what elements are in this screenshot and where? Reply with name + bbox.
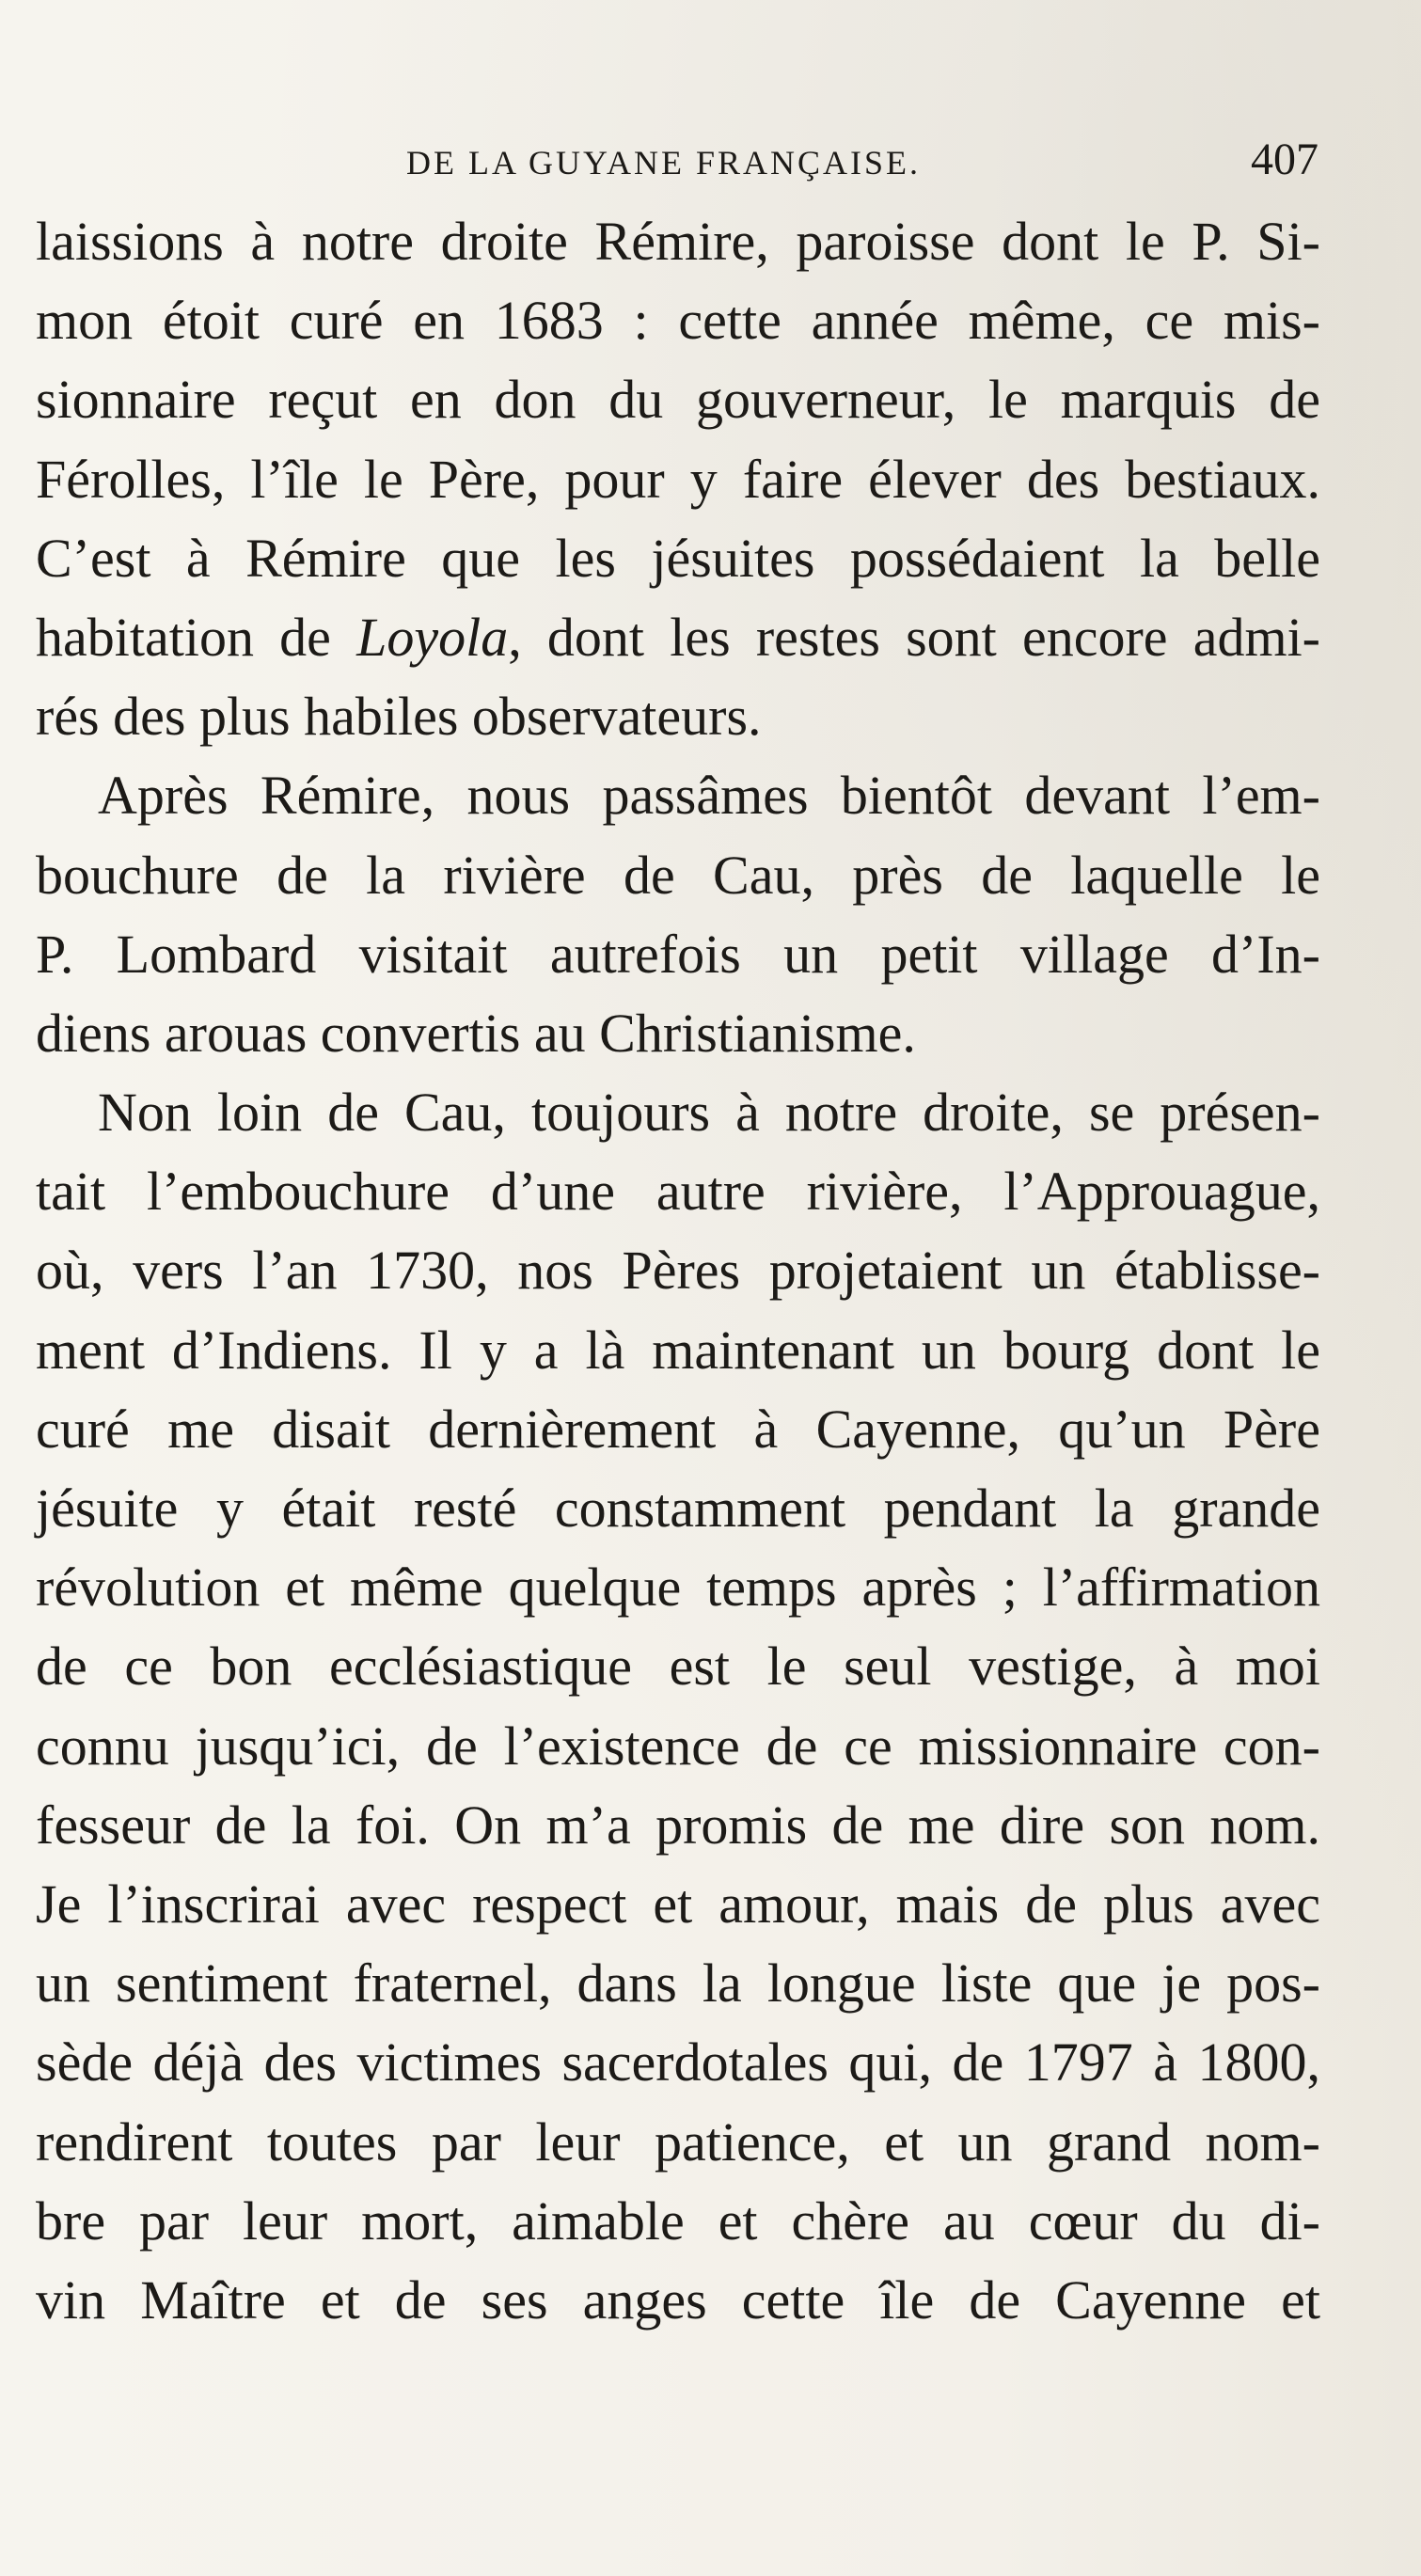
paragraph	[36, 756, 1320, 1073]
text-line: de ce bon ecclésiastique est le seul vestige, à moi	[36, 1636, 1320, 1698]
text-line: bre par leur mort, aimable et chère au cœur du di-	[36, 2189, 1320, 2252]
running-title: DE LA GUYANE FRANÇAISE.	[406, 144, 922, 182]
paragraph	[36, 202, 1320, 756]
text-line: Férolles, l’île le Père, pour y faire élever des bestiaux.	[36, 448, 1320, 510]
text-line: P. Lombard visitait autrefois un petit village d’In-	[36, 923, 1320, 985]
text-line: rés des plus habiles observateurs.	[36, 686, 762, 748]
text-line: sède déjà des victimes sacerdotales qui, de 1797 à 1800,	[36, 2031, 1320, 2094]
text-line: habitation de Loyola, dont les restes sont encore admi-	[36, 606, 1320, 668]
text-line: C’est à Rémire que les jésuites possédaient la belle	[36, 527, 1320, 589]
text-line: bouchure de la rivière de Cau, près de laquelle le	[36, 844, 1320, 906]
text-line: connu jusqu’ici, de l’existence de ce missionnaire con-	[36, 1715, 1320, 1777]
paragraph	[36, 1073, 1320, 2340]
page-header	[38, 134, 1318, 194]
text-line: sionnaire reçut en don du gouverneur, le marquis de	[36, 369, 1320, 431]
text-line: curé me disait dernièrement à Cayenne, qu’un Père	[36, 1398, 1320, 1460]
text-line: tait l’embouchure d’une autre rivière, l’Approuague,	[36, 1161, 1320, 1223]
page-number: 407	[1251, 134, 1318, 184]
text-line: mon étoit curé en 1683 : cette année même, ce mis-	[36, 290, 1320, 352]
text-line: révolution et même quelque temps après ; l’affirmation	[36, 1557, 1320, 1619]
text-line: où, vers l’an 1730, nos Pères projetaient un établisse-	[36, 1240, 1320, 1302]
text-line: Non loin de Cau, toujours à notre droite, se présen-	[98, 1082, 1320, 1144]
text-line: fesseur de la foi. On m’a promis de me dire son nom.	[36, 1794, 1320, 1856]
text-line: vin Maître et de ses anges cette île de Cayenne et	[36, 2268, 1320, 2331]
text-line: rendirent toutes par leur patience, et un grand nom-	[36, 2110, 1320, 2173]
text-line: un sentiment fraternel, dans la longue liste que je pos-	[36, 1952, 1320, 2015]
body-text	[36, 202, 1320, 2340]
text-line: ment d’Indiens. Il y a là maintenant un bourg dont le	[36, 1319, 1320, 1381]
text-line: Après Rémire, nous passâmes bientôt devant l’em-	[98, 765, 1320, 827]
text-line: jésuite y était resté constamment pendant la grande	[36, 1478, 1320, 1539]
text-line: diens arouas convertis au Christianisme.	[36, 1002, 916, 1064]
text-line: laissions à notre droite Rémire, paroisse dont le P. Si-	[36, 211, 1320, 272]
text-line: Je l’inscrirai avec respect et amour, mais de plus avec	[36, 1873, 1320, 1935]
italic-word: Loyola	[356, 606, 509, 668]
